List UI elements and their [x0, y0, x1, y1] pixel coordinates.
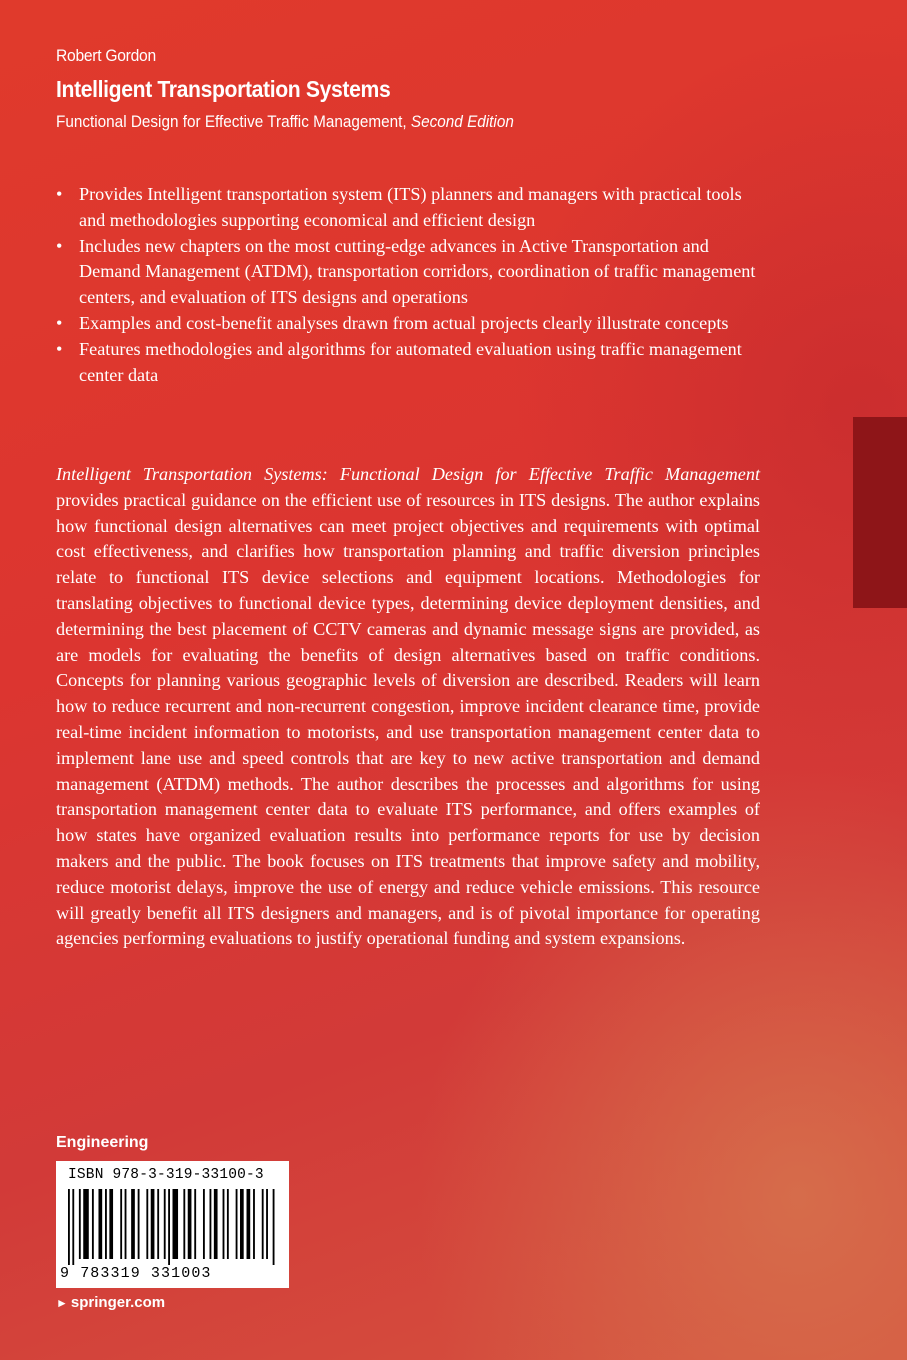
feature-item — [56, 337, 756, 389]
bullet-icon: • — [56, 235, 63, 256]
description-title: Intelligent Transportation Systems: Functional Design for Effective Traffic Management — [56, 464, 760, 484]
barcode-bar — [203, 1189, 205, 1259]
feature-item — [56, 182, 756, 234]
barcode-bar — [146, 1189, 148, 1259]
barcode-bar — [194, 1189, 196, 1259]
barcode-bar — [210, 1189, 212, 1259]
feature-list — [56, 182, 756, 388]
barcode-bar — [105, 1189, 107, 1259]
barcode-bar — [223, 1189, 225, 1259]
barcode-bar — [164, 1189, 166, 1259]
barcode-bar — [188, 1189, 192, 1259]
barcode-bar — [83, 1189, 89, 1259]
barcode-bar — [227, 1189, 229, 1259]
arrow-right-icon: ► — [56, 1296, 68, 1310]
barcode-bar — [151, 1189, 155, 1259]
barcode-bar — [125, 1189, 127, 1259]
barcode-bar — [266, 1189, 268, 1259]
barcode-bars — [68, 1189, 277, 1265]
book-title: Intelligent Transportation Systems — [56, 76, 391, 102]
barcode-bar — [68, 1189, 70, 1265]
barcode-bar — [214, 1189, 218, 1259]
barcode-bar — [72, 1189, 74, 1265]
edition-label: Second Edition — [410, 112, 514, 131]
subtitle-text: Functional Design for Effective Traffic Management, — [56, 112, 407, 131]
barcode-bar — [157, 1189, 159, 1259]
barcode-bar — [109, 1189, 113, 1259]
publisher-website[interactable] — [56, 1294, 165, 1311]
feature-text: Examples and cost-benefit analyses drawn from actual projects clearly illustrate concepts — [79, 312, 729, 333]
barcode-digits: 9 783319 331003 — [60, 1265, 212, 1282]
barcode-bar — [79, 1189, 81, 1259]
barcode-bar — [173, 1189, 179, 1259]
feature-text: Includes new chapters on the most cutting-edge advances in Active Transportation and Demand Management (ATDM), transportation corridors, coordination of traffic management centers, and evaluation of ITS designs and operations — [79, 235, 756, 308]
barcode-bar — [273, 1189, 275, 1265]
barcode-bar — [247, 1189, 251, 1259]
barcode-bar — [92, 1189, 94, 1259]
bullet-icon: • — [56, 184, 63, 204]
barcode-bar — [168, 1189, 170, 1265]
author-name: Robert Gordon — [56, 46, 156, 65]
subject-category: Engineering — [56, 1134, 149, 1151]
barcode-bar — [138, 1189, 140, 1259]
book-description — [56, 462, 760, 952]
bullet-icon: • — [56, 338, 63, 359]
bullet-icon: • — [56, 312, 63, 333]
website-url: springer.com — [70, 1294, 166, 1311]
feature-item — [56, 311, 756, 337]
barcode-bar — [240, 1189, 244, 1259]
feature-text: Features methodologies and algorithms for automated evaluation using traffic management center data — [79, 338, 742, 385]
feature-text: Provides Intelligent transportation system (ITS) planners and managers with practical tools and methodologies supporting economical and efficient design — [79, 184, 742, 230]
description-body: provides practical guidance on the efficient use of resources in ITS designs. The author explains how functional design alternatives can meet project objectives and requirements with optimal cost effectiveness, and clarifies how transportation planning and traffic diversion principles relate to functional ITS device selections and equipment locations. Methodologies for translating objectives to functional device types, determining device deployment densities, and determining the best placement of CCTV cameras and dynamic message signs are provided, as are models for evaluating the benefits of design alternatives based on traffic conditions. Concepts for planning various geographic levels of diversion are described. Readers will learn how to reduce recurrent and non-recurrent congestion, improve incident clearance time, provide real-time incident information to motorists, and use transportation management center data to implement lane use and speed controls that are key to new active transportation and demand management (ATDM) methods. The author describes the processes and algorithms for using transportation management center data to evaluate ITS performance, and offers examples of how states have organized evaluation results into performance reports for use by decision makers and the public. The book focuses on ITS treatments that improve safety and mobility, reduce motorist delays, improve the use of energy and reduce vehicle emissions. This resource will greatly benefit all ITS designers and managers, and is of pivotal importance for operating agencies performing evaluations to justify operational funding and system expansions. — [56, 489, 760, 949]
feature-item — [56, 234, 756, 311]
barcode-bar — [120, 1189, 122, 1259]
book-subtitle — [56, 112, 514, 132]
barcode-bar — [183, 1189, 185, 1259]
isbn-label: ISBN 978-3-319-33100-3 — [68, 1167, 264, 1183]
barcode-bar — [98, 1189, 102, 1259]
side-color-tab — [853, 417, 907, 608]
barcode-bar — [131, 1189, 135, 1259]
barcode-bar — [262, 1189, 264, 1259]
isbn-barcode — [56, 1161, 289, 1288]
barcode-bar — [236, 1189, 238, 1259]
barcode-bar — [253, 1189, 255, 1259]
